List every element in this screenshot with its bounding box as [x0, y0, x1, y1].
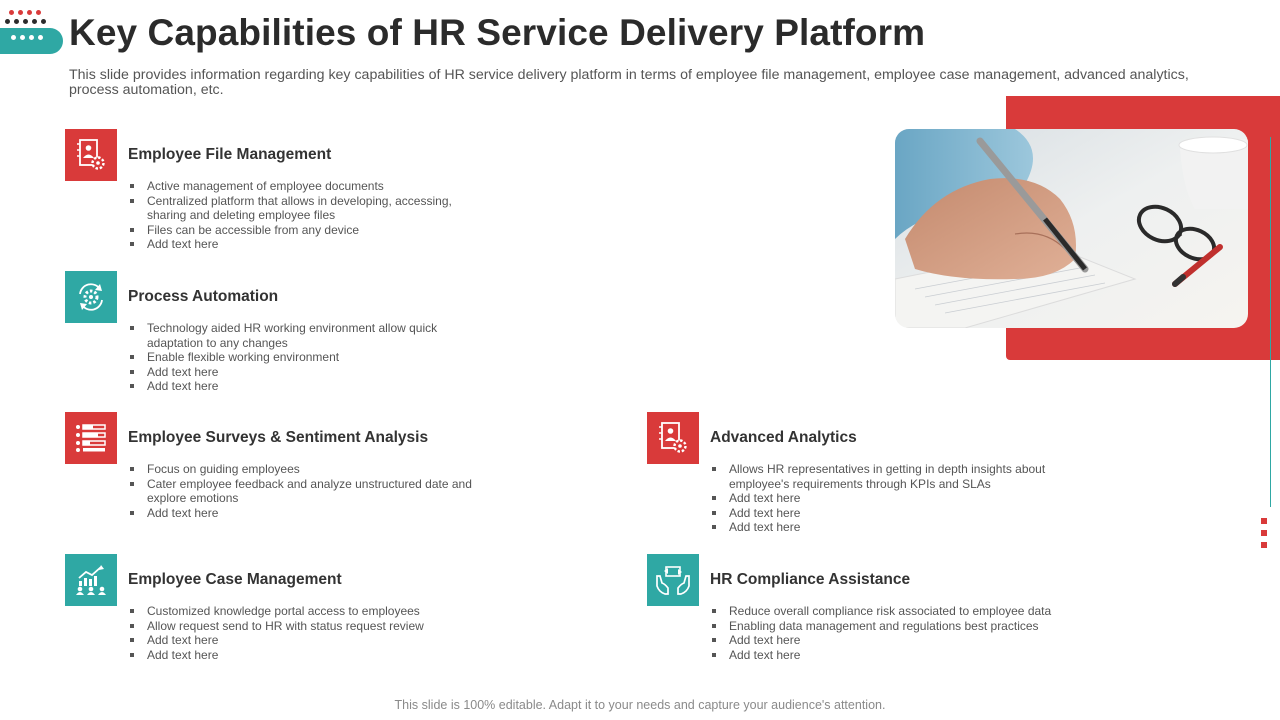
bullet-item-continuation: sharing and deleting employee files	[147, 208, 336, 223]
document-gear-icon	[647, 412, 699, 464]
bullet-item: Allows HR representatives in getting in depth insights about	[710, 462, 1045, 477]
logo-dot	[32, 19, 37, 24]
capability-employee-case-management	[65, 554, 545, 669]
capability-heading: Employee File Management	[128, 146, 332, 163]
bullet-item: Reduce overall compliance risk associated to employee data	[710, 604, 1051, 619]
capability-heading: Process Automation	[128, 288, 279, 305]
slide-subtitle: This slide provides information regarding key capabilities of HR service delivery platform in terms of employee file management, employee case management, advanced analytics, process automation, etc.	[69, 67, 1189, 98]
logo-dot	[36, 10, 41, 15]
bullet-item: Focus on guiding employees	[128, 462, 472, 477]
logo-dot	[29, 35, 34, 40]
capability-hr-compliance-assistance	[647, 554, 1127, 669]
bullet-item: Add text here	[128, 379, 437, 394]
logo-mark	[0, 0, 64, 56]
bullet-item: Technology aided HR working environment allow quick	[128, 321, 437, 336]
logo-dot	[11, 35, 16, 40]
people-growth-icon	[65, 554, 117, 606]
logo-dot	[38, 35, 43, 40]
logo-dot	[41, 19, 46, 24]
list-icon	[65, 412, 117, 464]
bullet-item: Centralized platform that allows in developing, accessing,	[128, 194, 452, 209]
bullet-item: Add text here	[710, 520, 1045, 535]
logo-dot	[18, 10, 23, 15]
capability-employee-file-management	[65, 129, 545, 254]
bullet-item: Add text here	[710, 506, 1045, 521]
logo-dot	[14, 19, 19, 24]
decorative-dash	[1261, 542, 1267, 548]
bullet-list	[128, 179, 452, 252]
bullet-item: Add text here	[710, 633, 1051, 648]
logo-pill	[0, 28, 63, 54]
hands-exchange-icon	[647, 554, 699, 606]
bullet-list	[710, 604, 1051, 662]
bullet-item: Cater employee feedback and analyze unstructured date and	[128, 477, 472, 492]
bullet-item: Add text here	[710, 491, 1045, 506]
logo-dot	[27, 10, 32, 15]
capability-employee-surveys	[65, 412, 545, 527]
bullet-item-continuation: employee's requirements through KPIs and SLAs	[729, 476, 991, 491]
capability-heading: HR Compliance Assistance	[710, 571, 911, 588]
decorative-line	[1270, 137, 1271, 507]
bullet-item: Allow request send to HR with status request review	[128, 619, 424, 634]
bullet-list	[710, 462, 1045, 535]
capability-process-automation	[65, 271, 545, 396]
bullet-item-continuation: explore emotions	[147, 491, 239, 506]
bullet-item: Add text here	[128, 237, 452, 252]
decorative-dash	[1261, 518, 1267, 524]
bullet-item-continuation: adaptation to any changes	[147, 335, 288, 350]
bullet-item: Add text here	[128, 506, 472, 521]
bullet-item: Add text here	[128, 365, 437, 380]
hand-writing-photo	[895, 129, 1248, 328]
bullet-item: Add text here	[710, 648, 1051, 663]
bullet-item: Active management of employee documents	[128, 179, 452, 194]
bullet-list	[128, 321, 437, 394]
bullet-item: Files can be accessible from any device	[128, 223, 452, 238]
bullet-item: Add text here	[128, 648, 424, 663]
bullet-list	[128, 462, 472, 520]
slide-title: Key Capabilities of HR Service Delivery Platform	[69, 12, 926, 53]
cycle-gear-icon	[65, 271, 117, 323]
slide-footer: This slide is 100% editable. Adapt it to your needs and capture your audience's attention.	[394, 698, 886, 712]
bullet-item: Enable flexible working environment	[128, 350, 437, 365]
bullet-item: Customized knowledge portal access to employees	[128, 604, 424, 619]
logo-dot	[20, 35, 25, 40]
logo-dot	[23, 19, 28, 24]
document-gear-icon	[65, 129, 117, 181]
bullet-item: Enabling data management and regulations best practices	[710, 619, 1051, 634]
capability-heading: Employee Surveys & Sentiment Analysis	[128, 429, 429, 446]
bullet-item: Add text here	[128, 633, 424, 648]
capability-advanced-analytics	[647, 412, 1127, 537]
bullet-list	[128, 604, 424, 662]
logo-dot	[5, 19, 10, 24]
decorative-dash	[1261, 530, 1267, 536]
capability-heading: Employee Case Management	[128, 571, 342, 588]
capability-heading: Advanced Analytics	[710, 429, 857, 446]
logo-dot	[9, 10, 14, 15]
